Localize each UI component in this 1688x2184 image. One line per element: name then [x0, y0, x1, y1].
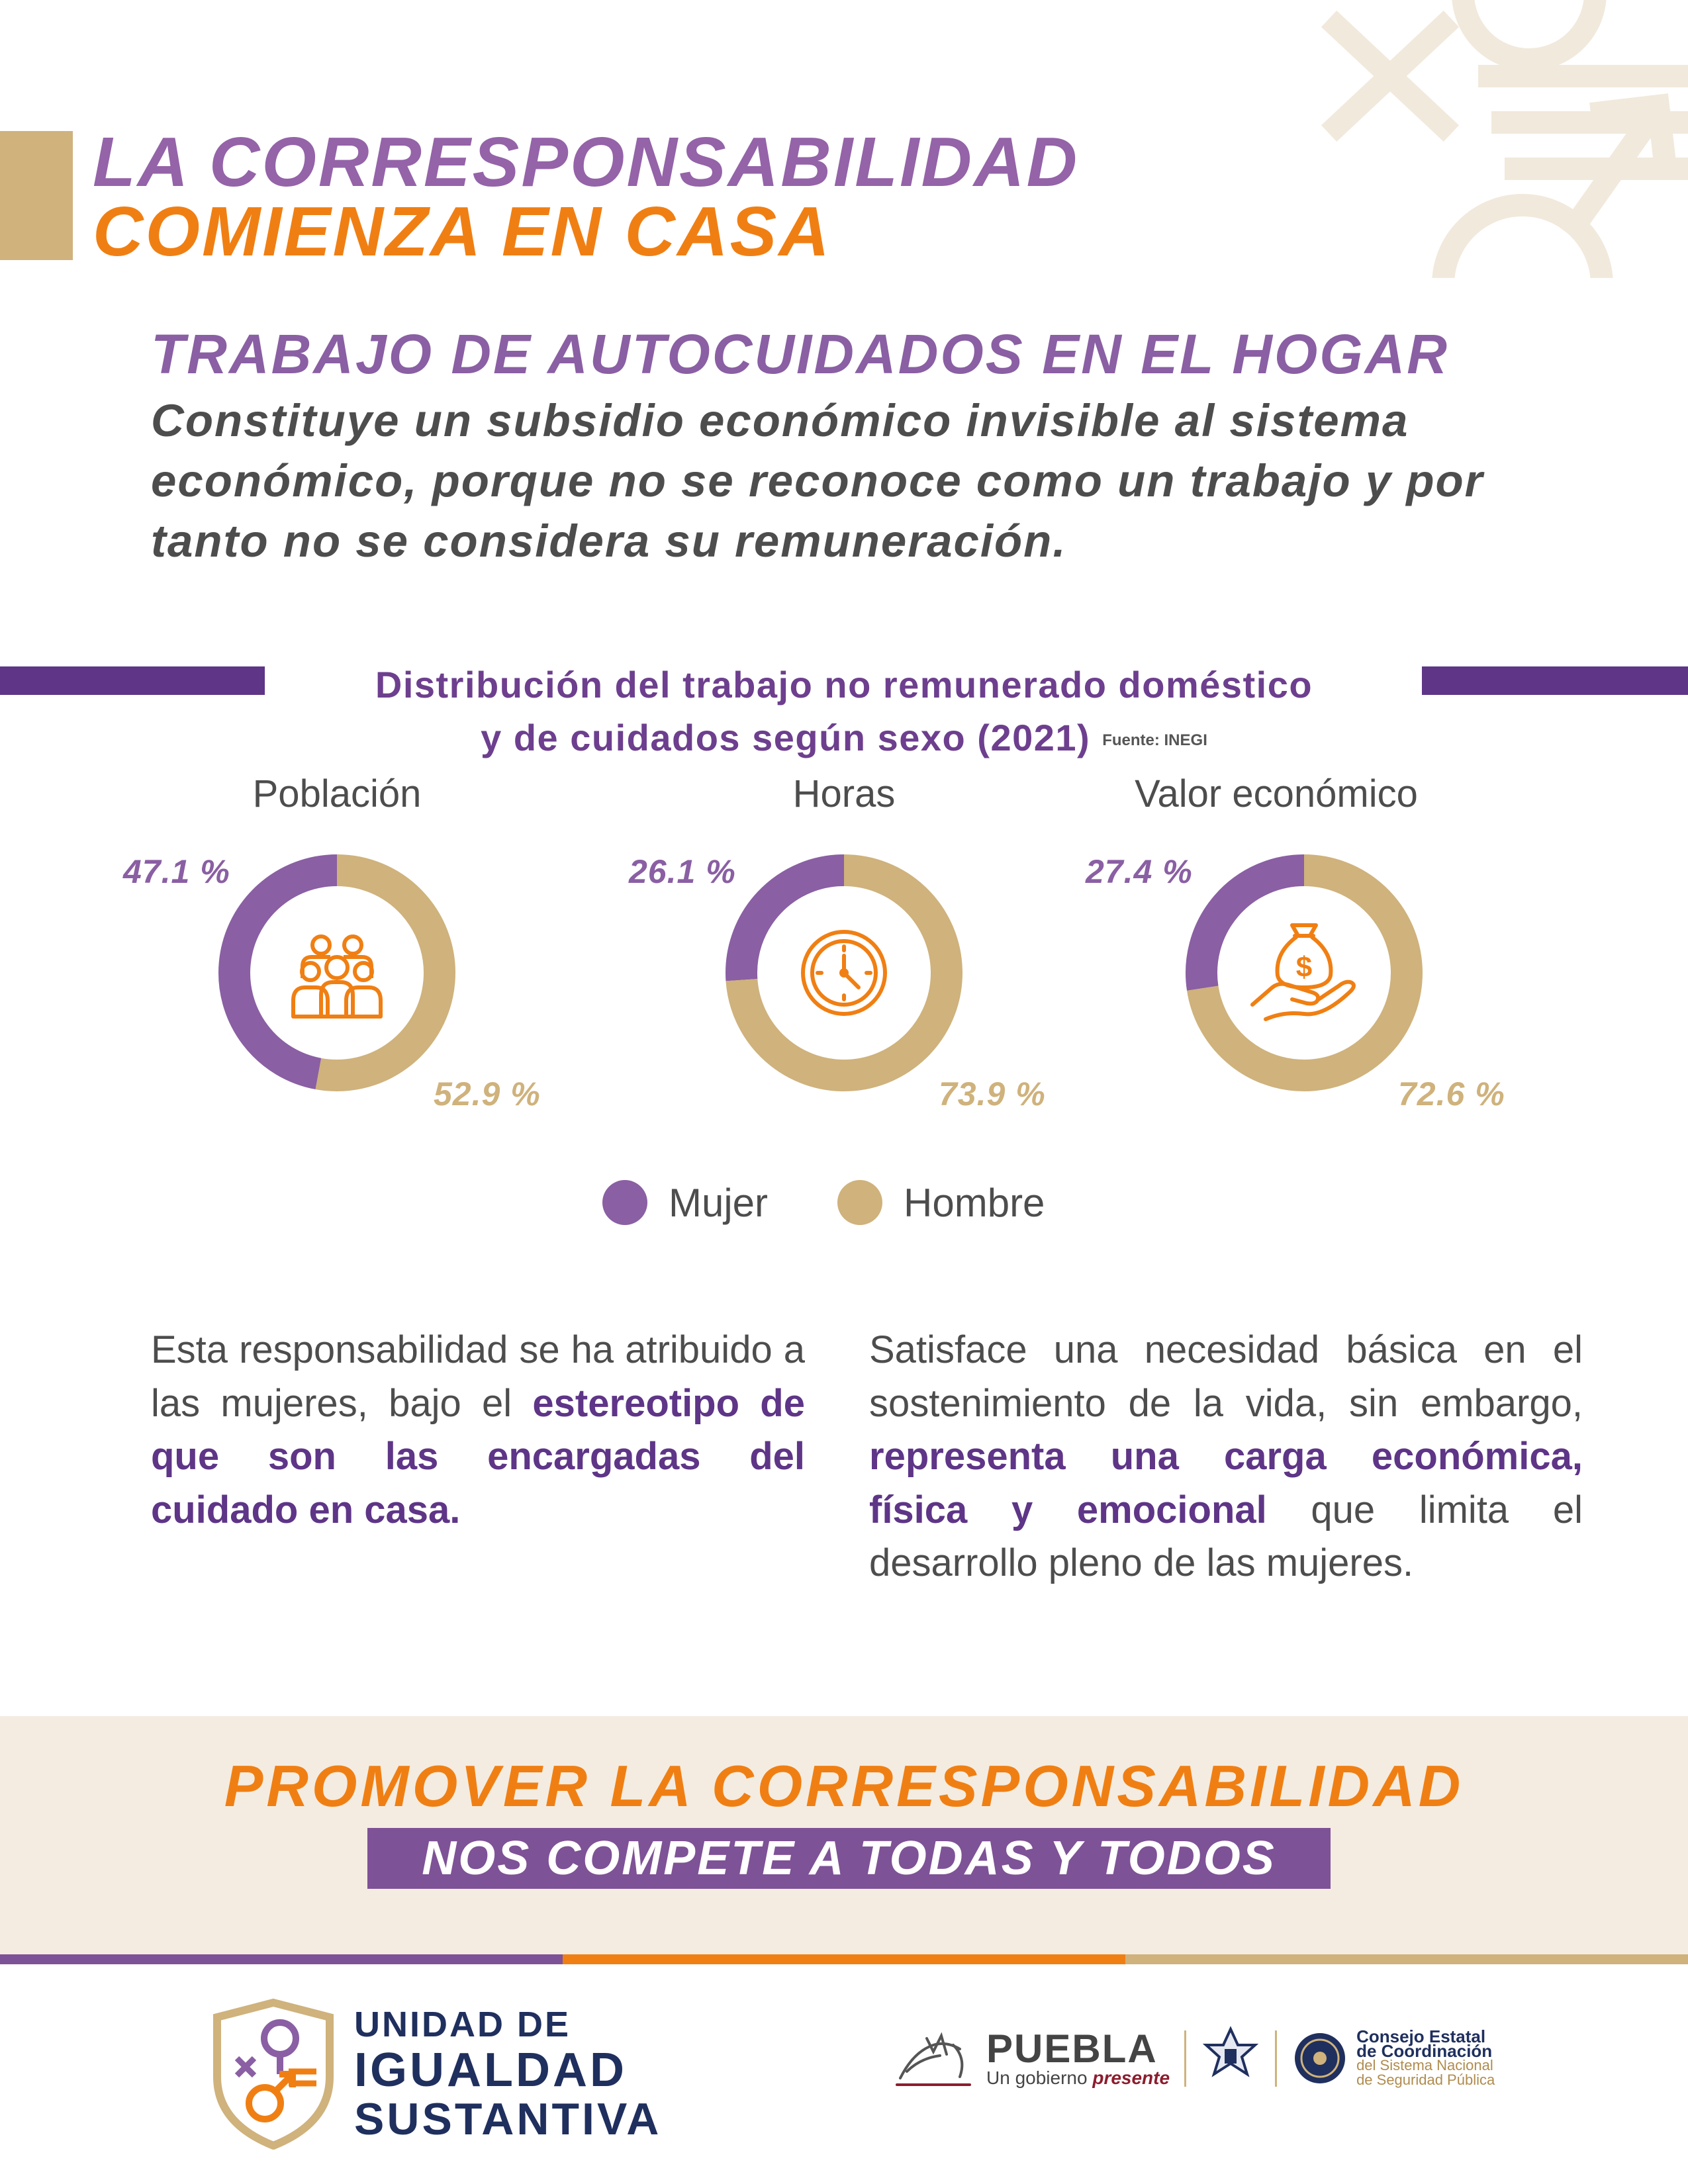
money-bag-hand-icon	[1252, 925, 1354, 1019]
chart-legend	[602, 1176, 1114, 1229]
panel-title-valor: Valor económico	[1135, 772, 1418, 815]
legend-swatch-hombre	[837, 1180, 882, 1225]
svg-text:$: $	[1295, 951, 1313, 983]
paragraph-left-text: Esta responsabilidad se ha atribuido a las mujeres, bajo el	[151, 1328, 805, 1425]
footer-stripe-purple	[0, 1954, 563, 1964]
partner-logos	[887, 2025, 1495, 2091]
legend-item-mujer	[602, 1180, 768, 1226]
lead-text: Constituye un subsidio económico invisible al sistema económico, porque no se reconoce como un trabajo y por tanto no se considera su remuneración.	[151, 395, 1484, 567]
section-subtitle: TRABAJO DE AUTOCUIDADOS EN EL HOGAR	[151, 323, 1449, 385]
chart-title-line-2	[278, 711, 1410, 767]
consejo-line-1: Consejo Estatal	[1356, 2026, 1486, 2046]
unit-line-2: IGUALDAD	[354, 2044, 627, 2097]
legend-label-mujer: Mujer	[669, 1180, 769, 1225]
donut-valor	[1178, 847, 1430, 1099]
donut-chart-0	[211, 847, 463, 1099]
chart-rule-left	[0, 666, 265, 695]
pct-hombre-horas: 73.9 %	[939, 1075, 1046, 1113]
donut-horas	[718, 847, 970, 1099]
panel-title-horas: Horas	[792, 772, 896, 815]
title-line-2: COMIENZA EN CASA	[93, 193, 831, 271]
chart-source: Fuente: INEGI	[1102, 731, 1207, 750]
unit-line-1: UNIDAD DE	[354, 2005, 571, 2044]
paragraph-left-highlight: estereotipo de que son las encargadas del cuidado en casa.	[151, 1381, 805, 1531]
unidad-igualdad-text	[354, 2007, 661, 2142]
donut-poblacion	[211, 847, 463, 1099]
chart-title	[278, 659, 1410, 767]
puebla-tagline	[986, 2069, 1170, 2087]
footer-stripe-orange	[563, 1954, 1125, 1964]
chart-rule-right	[1422, 666, 1688, 695]
legend-label-hombre: Hombre	[904, 1180, 1045, 1225]
logo-separator-2	[1275, 2030, 1277, 2087]
paragraph-right	[869, 1324, 1583, 1590]
logo-separator-1	[1184, 2030, 1186, 2087]
paragraph-left	[151, 1324, 805, 1537]
paragraph-right-highlight: representa una carga económica, física y emocional	[869, 1435, 1583, 1531]
consejo-line-2: de Coordinación	[1356, 2041, 1493, 2061]
legend-swatch-mujer	[602, 1180, 647, 1225]
chart-title-line-1: Distribución del trabajo no remunerado doméstico	[375, 664, 1313, 705]
pct-mujer-poblacion: 47.1 %	[123, 853, 230, 890]
chart-title-line-2-text: y de cuidados según sexo (2021)	[481, 717, 1091, 758]
footer-stripe-gold	[1125, 1954, 1688, 1964]
pct-hombre-poblacion: 52.9 %	[434, 1075, 541, 1113]
consejo-seal-icon	[1291, 2030, 1348, 2087]
clock-icon	[803, 932, 885, 1014]
donut-segment-hombre	[318, 870, 440, 1075]
people-icon	[293, 936, 381, 1017]
donut-segment-mujer	[741, 870, 844, 980]
paragraph-right-text-1: Satisface una necesidad básica en el sostenimiento de la vida, sin embargo,	[869, 1328, 1583, 1425]
pct-mujer-horas: 26.1 %	[629, 853, 736, 890]
donut-segment-mujer	[234, 870, 337, 1073]
panel-title-poblacion: Población	[252, 772, 422, 815]
puebla-wordmark	[986, 2026, 1170, 2088]
legend-item-hombre	[837, 1180, 1045, 1226]
donut-segment-mujer	[1201, 870, 1304, 988]
consejo-line-4: de Seguridad Pública	[1356, 2071, 1495, 2088]
puebla-name: PUEBLA	[986, 2026, 1158, 2071]
paragraph-right-text-2: que limita el desarrollo pleno de las mujeres.	[869, 1488, 1583, 1584]
banner-title: PROMOVER LA CORRESPONSABILIDAD	[224, 1753, 1464, 1819]
banner-subtitle: NOS COMPETE A TODAS Y TODOS	[367, 1828, 1331, 1889]
puebla-tag-plain: Un gobierno	[986, 2068, 1093, 2088]
title-line-1: LA CORRESPONSABILIDAD	[93, 123, 1080, 201]
police-star-icon	[1201, 2025, 1260, 2091]
consejo-text	[1356, 2026, 1495, 2088]
puebla-emblem-icon	[887, 2025, 980, 2091]
accent-bar	[0, 131, 73, 260]
puebla-tag-em: presente	[1092, 2068, 1170, 2088]
pct-mujer-valor: 27.4 %	[1086, 853, 1193, 890]
gender-symbols-decoration	[1317, 0, 1688, 278]
consejo-line-3: del Sistema Nacional	[1356, 2057, 1493, 2073]
pct-hombre-valor: 72.6 %	[1398, 1075, 1505, 1113]
unit-line-3: SUSTANTIVA	[354, 2094, 662, 2144]
unidad-igualdad-logo	[211, 1997, 336, 2150]
donut-chart-2	[1178, 847, 1430, 1099]
donut-chart-1	[718, 847, 970, 1099]
